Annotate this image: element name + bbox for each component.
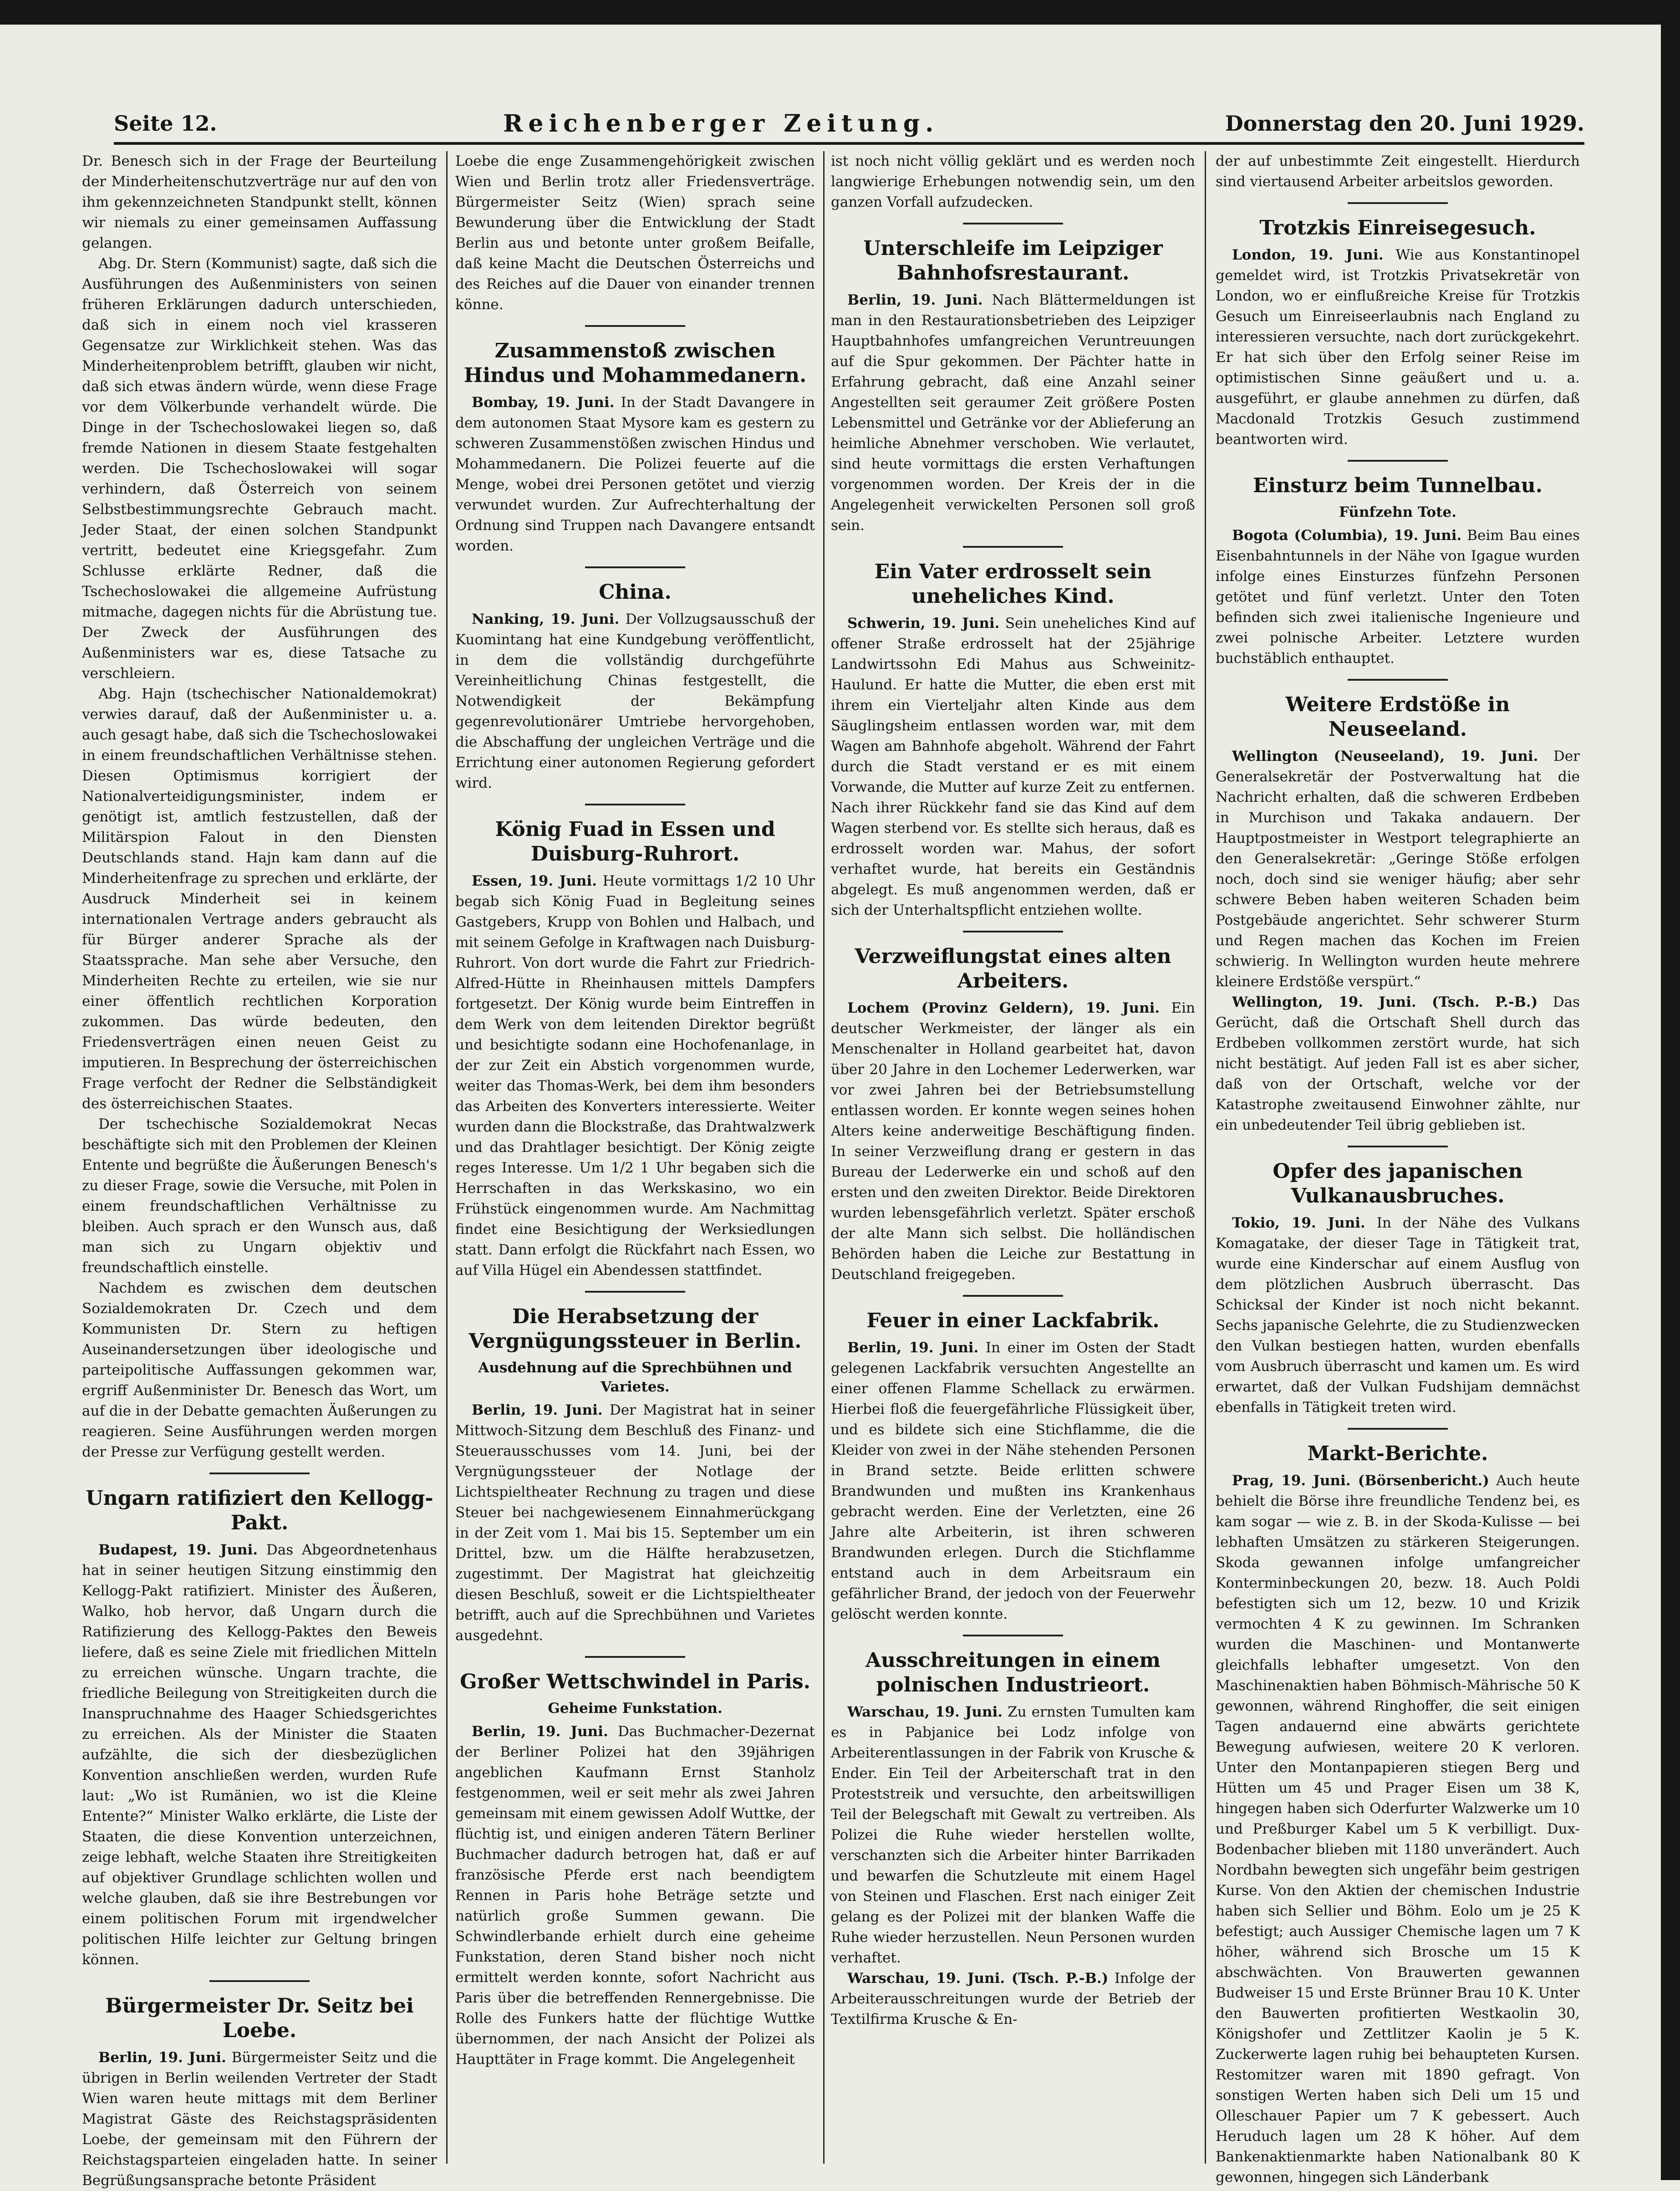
page-number: Seite 12.	[114, 111, 217, 136]
headline-fuad: König Fuad in Essen und Duisburg-Ruhrort.	[495, 818, 775, 866]
column-3	[831, 151, 1195, 2164]
article-separator	[963, 931, 1063, 932]
article-separator	[1348, 460, 1448, 462]
article-separator	[209, 1980, 310, 1982]
article-text: In der Nähe des Vulkans Komagatake, der dieser Tage in Tätigkeit trat, wurde eine Kinderschar auf einem Ausflug von dem plötzlichen Ausbruch überrascht. Das Schicksal der Kinder ist noch nicht bekannt. Sechs japanische Gelehrte, die zu Studienzwecken den Vulkan bestiegen hatten, wurden ebenfalls vom Ausbruch überrascht und kamen um. Es wird erwartet, daß der Vulkan Fudshijam demnächst ebenfalls in Tätigkeit treten wird.	[1216, 1215, 1580, 1416]
article-text: Loebe die enge Zusammengehörigkeit zwischen Wien und Berlin trotz aller Friedensverträge. Bürgermeister Seitz (Wien) sprach seine Bewunderung über die Entwicklung der Stadt Berlin aus und betonte unter großem Beifalle, daß keine Macht die Deutschen Österreichs und des Reiches auf die Dauer von einander trennen könne.	[455, 153, 815, 313]
dateline: Berlin, 19. Juni.	[847, 292, 983, 308]
headline-ungarn: Ungarn ratifiziert den Kellogg-Pakt.	[86, 1487, 433, 1534]
article-text: Der tschechische Sozialdemokrat Necas beschäftigte sich mit den Problemen der Kleinen Entente und begrüßte die Äußerungen Benesch's zu dieser Frage, sowie die Versuche, mit Polen in einem freundschaftlichen Verhältnisse zu bleiben. Auch sprach er den Wunsch aus, daß man sich zu Ungarn objektiv und freundschaftlich einstelle.	[82, 1116, 437, 1276]
article-separator	[585, 325, 685, 327]
headline-trotzki: Trotzkis Einreisegesuch.	[1259, 216, 1536, 239]
column-1	[82, 151, 438, 2189]
headline-erdstoesse: Weitere Erdstöße in Neuseeland.	[1285, 693, 1510, 741]
headline-tunnel: Einsturz beim Tunnelbau.	[1252, 474, 1543, 497]
dateline: Lochem (Provinz Geldern), 19. Juni.	[847, 1000, 1160, 1016]
dateline: Bogota (Columbia), 19. Juni.	[1232, 527, 1462, 544]
dateline: Nanking, 19. Juni.	[472, 611, 620, 627]
article-separator	[585, 804, 685, 805]
subheadline: Fünfzehn Tote.	[1339, 504, 1457, 520]
article-text: Sein uneheliches Kind auf offener Straße erdrosselt hat der 25jährige Landwirtssohn Edi Mahus aus Schweinitz-Haulund. Er hatte die Mutter, die eben erst mit ihrem ein Vierteljahr alten Kinde aus dem Säuglingsheim entlassen worden war, mit dem Wagen am Bahnhofe abgeholt. Während der Fahrt durch die Stadt verstand er es mit einem Vorwande, die Mutter auf kurze Zeit zu entfernen. Nach ihrer Rückkehr fand sie das Kind auf dem Wagen sterbend vor. Es stellte sich heraus, daß es erdrosselt worden war. Mahus, der sofort verhaftet wurde, hat bereits ein Geständnis abgelegt. Es muß angenommen werden, daß er sich der Unterhaltspflicht entziehen wollte.	[831, 615, 1196, 918]
article-text: Nachdem es zwischen dem deutschen Sozialdemokraten Dr. Czech und dem Kommunisten Dr. Stern zu heftigen Auseinandersetzungen über ideologische und parteipolitische Auffassungen gekommen war, ergriff Außenminister Dr. Benesch das Wort, um auf die in der Debatte gemachten Äußerungen zu reagieren. Seine Ausführungen werden morgen der Presse zur Verfügung gestellt werden.	[82, 1280, 437, 1460]
headline-markt: Markt-Berichte.	[1307, 1442, 1488, 1465]
column-rule	[823, 151, 825, 2164]
article-text: Beim Bau eines Eisenbahntunnels in der Nähe von Igague wurden infolge eines Einsturzes fünfzehn Personen getötet und fünf verletzt. Unter den Toten befinden sich zwei italienische Ingenieure und zwei polnische Arbeiter. Letztere wurden buchstäblich enthauptet.	[1216, 527, 1580, 667]
article-text: Das Abgeordnetenhaus hat in seiner heutigen Sitzung einstimmig den Kellogg-Pakt ratifiziert. Minister des Äußeren, Walko, hob hervor, daß Ungarn durch die Ratifizierung des Kellogg-Paktes den Beweis liefere, daß es seine Ziele mit friedlichen Mitteln zu erreichen wünsche. Ungarn trachte, die friedliche Beilegung von Streitigkeiten durch die Inanspruchnahme des Haager Schiedsgerichtes zu erreichen. Als der Minister die Staaten aufzählte, die sich der diesbezüglichen Konvention anschließen werden, wurden Rufe laut: „Wo ist Rumänien, wo ist die Kleine Entente?“ Minister Walko erklärte, die Liste der Staaten, die diese Konvention unterzeichnen, zeige lebhaft, welche Staaten ihre Streitigkeiten auf objektiver Grundlage schlichten wollen und welche glauben, daß sie ihre Bestrebungen vor einem politischen Forum mit irgendwelcher politischen Hilfe leichter zur Geltung bringen können.	[82, 1542, 438, 1968]
headline-wettschwindel: Großer Wettschwindel in Paris.	[460, 1670, 810, 1693]
dateline: Berlin, 19. Juni.	[847, 1340, 979, 1356]
article-separator	[963, 546, 1063, 548]
article-text: Bürgermeister Seitz und die übrigen in Berlin weilenden Vertreter der Stadt Wien waren heute mittags mit dem Berliner Magistrat Gäste des Reichstagspräsidenten Loebe, der gemeinsam mit den Führern der Reichstagsparteien eingeladen hatte. In seiner Begrüßungsansprache betonte Präsident	[82, 2049, 437, 2189]
headline-seitz: Bürgermeister Dr. Seitz bei Loebe.	[105, 1994, 414, 2042]
dateline: Berlin, 19. Juni.	[472, 1723, 608, 1740]
dateline: Warschau, 19. Juni. (Tsch. P.-B.)	[847, 1970, 1109, 1987]
article-text: Der Generalsekretär der Postverwaltung hat die Nachricht erhalten, daß die schweren Erdbeben in Murchison und Takaka andauern. Der Hauptpostmeister in Westport telegraphierte an den Generalsekretär: „Geringe Stöße erfolgen noch, doch sind sie weniger häufig; aber sehr schwere Beben haben weiteren Schaden beim Postgebäude angerichtet. Sehr schwerer Sturm und Regen machen das Kochen im Freien schwierig. In Wellington wurden heute mehrere kleinere Erdstöße verspürt.“	[1216, 748, 1580, 990]
column-4	[1216, 151, 1580, 2186]
dateline: Tokio, 19. Juni.	[1232, 1215, 1365, 1231]
article-text: ist noch nicht völlig geklärt und es werden noch langwierige Erhebungen notwendig sein, um den ganzen Vorfall aufzudecken.	[831, 153, 1195, 210]
scan-border-top	[0, 0, 1680, 25]
headline-china: China.	[599, 581, 672, 604]
article-text: der auf unbestimmte Zeit eingestellt. Hierdurch sind viertausend Arbeiter arbeitslos geworden.	[1216, 153, 1580, 190]
headline-steuer: Die Herabsetzung der Vergnügungssteuer in Berlin.	[468, 1305, 802, 1353]
article-separator	[585, 1656, 685, 1658]
headline-vulkan: Opfer des japanischen Vulkanausbruches.	[1273, 1160, 1523, 1208]
issue-date: Donnerstag den 20. Juni 1929.	[1225, 111, 1584, 136]
article-separator	[963, 1635, 1063, 1636]
article-separator	[585, 1291, 685, 1293]
column-rule	[446, 151, 448, 2164]
headline-leipzig: Unterschleife im Leipziger Bahnhofsrestaurant.	[863, 237, 1163, 285]
article-text: Wie aus Konstantinopel gemeldet wird, ist Trotzkis Privatsekretär von London, wo er einflußreiche Kreise für Trotzkis Gesuch um Einreiseerlaubnis nach England zu interessieren versuchte, nach dort zurückgekehrt. Er hat sich über den Erfolg seiner Reise im optimistischen Sinne geäußert und u. a. ausgeführt, er glaube annehmen zu dürfen, daß Macdonald Trotzkis Gesuch zustimmend beantworten wird.	[1216, 247, 1580, 448]
headline-arbeiter: Verzweiflungstat eines alten Arbeiters.	[855, 945, 1171, 993]
headline-feuer: Feuer in einer Lackfabrik.	[866, 1309, 1160, 1332]
article-text: Abg. Dr. Stern (Kommunist) sagte, daß sich die Ausführungen des Außenministers von seinen früheren Erklärungen dadurch unterschieden, daß sich in einem noch viel krasseren Gegensatze zur Wirklichkeit stehen. Was das Minderheitenproblem betrifft, glauben wir nicht, daß sich etwas ändern würde, wenn diese Frage vor dem Völkerbunde verhandelt würde. Die Dinge in der Tschechoslowakei liegen so, daß fremde Nationen in diesem Staate festgehalten werden. Die Tschechoslowakei will sogar verhindern, daß Österreich von seinem Selbstbestimmungsrechte Gebrauch macht. Jeder Staat, der einen solchen Standpunkt vertritt, bedeutet eine Kriegsgefahr. Zum Schlusse erklärte Redner, daß die Tschechoslowakei die allgemeine Aufrüstung mitmache, dagegen nichts für die Abrüstung tue. Der Zweck der Ausführungen des Außenministers war es, diese Tatsache zu verschleiern.	[82, 255, 437, 682]
article-text: Das Buchmacher-Dezernat der Berliner Polizei hat den 39jährigen angeblichen Kaufmann Ernst Stanholz festgenommen, weil er seit mehr als zwei Jahren gemeinsam mit einem gewissen Adolf Wuttke, der flüchtig ist, und einigen anderen Tätern Berliner Buchmacher dadurch betrogen hat, daß er auf französische Pferde erst nach beendigtem Rennen in Paris hohe Beträge setzte und natürlich große Summen gewann. Die Schwindlerbande erhielt durch eine geheime Funkstation, deren Stand bisher noch nicht ermittelt werden konnte, sofort Nachricht aus Paris über die betreffenden Rennergebnisse. Die Rolle des Funkers hatte der flüchtige Wuttke übernommen, der nach Ansicht der Polizei als Haupttäter in Frage kommt. Die Angelegenheit	[455, 1723, 815, 2068]
article-text: Ein deutscher Werkmeister, der länger als ein Menschenalter in Holland gearbeitet hat, davon über 20 Jahre in den Lochemer Lederwerken, war vor zwei Jahren bei der Betriebsumstellung entlassen worden. Er konnte wegen seines hohen Alters keine anderweitige Beschäftigung finden. In seiner Verzweiflung drang er gestern in das Bureau der Lederwerke ein und schoß auf den ersten und den zweiten Direktor. Beide Direktoren wurden lebensgefährlich verletzt. Später erschoß der alte Mann sich selbst. Die holländischen Behörden haben die Leiche zur Bestattung in Deutschland freigegeben.	[831, 1000, 1196, 1283]
article-text: Nach Blättermeldungen ist man in den Restaurationsbetrieben des Leipziger Hauptbahnhofes umfangreichen Veruntreuungen auf die Spur gekommen. Der Pächter hatte in Erfahrung gebracht, daß eine Anzahl seiner Angestellten seit geraumer Zeit größere Posten Lebensmittel und Getränke vor der Ablieferung an heimliche Abnehmer verschoben. Wie verlautet, sind heute vormittags die ersten Verhaftungen vorgenommen worden. Der Kreis der in die Angelegenheit verwickelten Personen soll groß sein.	[831, 292, 1195, 534]
article-separator	[963, 1295, 1063, 1297]
dateline: Budapest, 19. Juni.	[98, 1542, 258, 1558]
headline-hindus: Zusammenstoß zwischen Hindus und Mohammedanern.	[463, 339, 807, 387]
article-separator	[1348, 1428, 1448, 1430]
dateline: Essen, 19. Juni.	[472, 873, 597, 889]
dateline: Bombay, 19. Juni.	[472, 394, 615, 411]
scan-border-right	[1661, 0, 1680, 2180]
article-text: Heute vormittags 1/2 10 Uhr begab sich König Fuad in Begleitung seines Gastgebers, Krupp von Bohlen und Halbach, und mit seinem Gefolge in Kraftwagen nach Duisburg-Ruhrort. Von dort wurde die Fahrt zur Friedrich-Alfred-Hütte in Rheinhausen mittels Dampfers fortgesetzt. Der König wurde beim Eintreffen in dem Werk von dem leitenden Direktor begrüßt und besichtigte sodann eine Hochofenanlage, in der zur Zeit ein Abstich vorgenommen wurde, weiter das Thomas-Werk, bei dem ihm besonders das Arbeiten des Konverters interessierte. Weiter wurden dann die Blockstraße, das Drahtwalzwerk und das Drahtlager besichtigt. Der König zeigte reges Interesse. Um 1/2 1 Uhr begaben sich die Herrschaften in das Werkskasino, wo ein Frühstück eingenommen wurde. Am Nachmittag findet eine Besichtigung der Werksiedlungen statt. Dann erfolgt die Rückfahrt nach Essen, wo auf Villa Hügel ein Abendessen stattfindet.	[455, 873, 815, 1279]
article-text: Auch heute behielt die Börse ihre freundliche Tendenz bei, es kam sogar — wie z. B. in der Skoda-Kulisse — bei lebhaften Umsätzen zu stärkeren Steigerungen. Skoda gewannen infolge umfangreicher Konterminbeckungen 20, bezw. 18. Auch Poldi befestigten sich um 12, bezw. 10 und Krizik vermochten 4 K zu gewinnen. Im Schranken wurden die Maschinen- und Montanwerte gleichfalls lebhafter umgesetzt. Von den Maschinenaktien haben Böhmisch-Mährische 50 K gewonnen, während Ringhoffer, die seit einigen Tagen andauernd eine abwärts gerichtete Bewegung aufwiesen, weitere 20 K verloren. Unter den Montanpapieren stiegen Berg und Hütten um 45 und Prager Eisen um 38 K, hingegen haben sich Oderfurter Walzwerke um 10 und Preßburger Kabel um 5 K verbilligt. Dux-Bodenbacher blieben mit 1180 unverändert. Auch Nordbahn bewegten sich ungefähr beim gestrigen Kurse. Von den Aktien der chemischen Industrie haben sich Sellier und Böhm. Eolo um je 25 K befestigt; auch Aussiger Chemische lagen um 7 K höher, während sich Brosche um 15 K abschwächten. Von Brauwerten gewannen Budweiser 15 und Erste Brünner Brau 10 K. Unter den Bauwerten profitierten Westkaolin 30, Königshofer und Zettlitzer Kaolin je 5 K. Zuckerwerte lagen ruhig bei behaupteten Kursen. Restomitzer waren mit 1890 gefragt. Von sonstigen Werten haben sich Deli um 15 und Olleschauer Papier um 7 K gebessert. Auch Heruduch lagen um 28 K höher. Auf dem Bankenaktienmarkte haben Nationalbank 80 K gewonnen, hingegen sich Länderbank	[1216, 1473, 1580, 2186]
headline-vater: Ein Vater erdrosselt sein uneheliches Kind.	[874, 560, 1152, 608]
article-text: Zu ernsten Tumulten kam es in Pabjanice bei Lodz infolge von Arbeiterentlassungen in der Fabrik von Krusche & Ender. Ein Teil der Arbeiterschaft trat in den Proteststreik und versuchte, den arbeitswilligen Teil der Belegschaft mit Gewalt zu vertreiben. Als Polizei die Ruhe wieder herstellen wollte, verschanzten sich die Arbeiter hinter Barrikaden und bewarfen die Schutzleute mit einem Hagel von Steinen und Flaschen. Erst nach einiger Zeit gelang es der Polizei mit der blanken Waffe die Ruhe wieder herzustellen. Neun Personen wurden verhaftet.	[831, 1704, 1195, 1966]
dateline: Wellington, 19. Juni. (Tsch. P.-B.)	[1232, 994, 1538, 1010]
column-2	[455, 151, 815, 2164]
article-separator	[1348, 679, 1448, 681]
page-header	[114, 107, 1584, 139]
dateline: Prag, 19. Juni. (Börsenbericht.)	[1232, 1473, 1489, 1489]
headline-polen: Ausschreitungen in einem polnischen Industrieort.	[865, 1649, 1161, 1697]
article-text: Der Vollzugsausschuß der Kuomintang hat eine Kundgebung veröffentlicht, in dem die vollständig durchgeführte Vereinheitlichung Chinas festgestellt, die Notwendigkeit der Bekämpfung gegenrevolutionärer Umtriebe hervorgehoben, die Abschaffung der ungleichen Verträge und die Errichtung einer autonomen Regierung gefordert wird.	[455, 611, 815, 791]
article-text: Abg. Hajn (tschechischer Nationaldemokrat) verwies darauf, daß der Außenminister u. a. auch gesagt habe, daß sich die Tschechoslowakei in einem freundschaftlichen Verhältnisse stehen. Diesen Optimismus korrigiert der Nationalverteidigungsminister, indem er genötigt ist, amtlich festzustellen, daß der Militärspion Falout in den Diensten Deutschlands stand. Hajn kam dann auf die Minderheitenfrage zu sprechen und erklärte, der Ausdruck Minderheit sei in keinem internationalen Vertrage anders gebraucht als für Bürger anderer Sprache als der Staatssprache. Man sehe aber Versuche, den Minderheiten Rechte zu erteilen, wie sie nur einer öffentlich rechtlichen Korporation zukommen. Das würde bedeuten, den Friedensverträgen einen neuen Geist zu imputieren. In Besprechung der österreichischen Frage verfocht der Redner die Selbständigkeit des österreichischen Staates.	[82, 686, 437, 1112]
article-text: Dr. Benesch sich in der Frage der Beurteilung der Minderheitenschutzverträge nur auf den von ihm gekennzeichneten Standpunkt stellt, können wir niemals zu einer gemeinsamen Auffassung gelangen.	[82, 153, 437, 251]
article-text: Das Gerücht, daß die Ortschaft Shell durch das Erdbeben vollkommen zerstört wurde, hat sich nicht bestätigt. Auf jeden Fall ist es aber sicher, daß von der Ortschaft, welche vor der Katastrophe zweitausend Einwohner zählte, nur ein unbedeutender Teil übrig geblieben ist.	[1216, 994, 1580, 1133]
dateline: Wellington (Neuseeland), 19. Juni.	[1232, 748, 1538, 764]
article-text: Der Magistrat hat in seiner Mittwoch-Sitzung dem Beschluß des Finanz- und Steuerausschusses vom 14. Juni, bei der Vergnügungssteuer der Notlage der Lichtspieltheater Rechnung zu tragen und diese Steuer bei nachgewiesenem Einnahmerückgang in der Zeit vom 1. Mai bis 15. September um ein Drittel, bzw. um die Hälfte herabzusetzen, zugestimmt. Der Magistrat hat gleichzeitig diesen Beschluß, soweit er die Lichtspieltheater betrifft, auch auf die Sprechbühnen und Varietes ausgedehnt.	[455, 1402, 815, 1644]
newspaper-title: Reichenberger Zeitung.	[503, 109, 939, 138]
subheadline: Ausdehnung auf die Sprechbühnen und Varietes.	[478, 1360, 792, 1395]
dateline: Berlin, 19. Juni.	[472, 1402, 603, 1418]
dateline: Warschau, 19. Juni.	[847, 1704, 1003, 1720]
dateline: Schwerin, 19. Juni.	[847, 615, 1000, 632]
article-separator	[585, 566, 685, 568]
article-separator	[1348, 202, 1448, 204]
article-text: Infolge der Arbeiterausschreitungen wurde der Betrieb der Textilfirma Krusche & En-	[831, 1970, 1195, 2028]
article-text: In der Stadt Davangere in dem autonomen Staat Mysore kam es gestern zu schweren Zusammenstößen zwischen Hindus und Mohammedanern. Die Polizei feuerte auf die Menge, wobei drei Personen getötet und vierzig verwundet wurden. Zur Aufrechterhaltung der Ordnung sind Truppen nach Davangere entsandt worden.	[455, 394, 815, 554]
column-rule	[1205, 151, 1206, 2164]
article-separator	[209, 1473, 310, 1474]
dateline: London, 19. Juni.	[1232, 247, 1384, 263]
dateline: Berlin, 19. Juni.	[98, 2049, 226, 2066]
article-separator	[963, 223, 1063, 224]
subheadline: Geheime Funkstation.	[548, 1700, 723, 1717]
article-text: In einer im Osten der Stadt gelegenen Lackfabrik versuchten Angestellte an einer offenen Flamme Schellack zu erwärmen. Hierbei floß die feuergefährliche Flüssigkeit über, und es bildete sich eine Stichflamme, die die Kleider von zwei in der Nähe stehenden Personen in Brand setzte. Beide erlitten schwere Brandwunden und mußten ins Krankenhaus gebracht werden. Eine der Verletzten, eine 26 Jahre alte Arbeiterin, ist ihren schweren Brandwunden erlegen. Durch die Stichflamme entstand auch in dem Arbeitsraum ein gefährlicher Brand, der jedoch von der Feuerwehr gelöscht werden konnte.	[831, 1340, 1195, 1622]
article-separator	[1348, 1146, 1448, 1147]
header-rule	[114, 142, 1584, 145]
